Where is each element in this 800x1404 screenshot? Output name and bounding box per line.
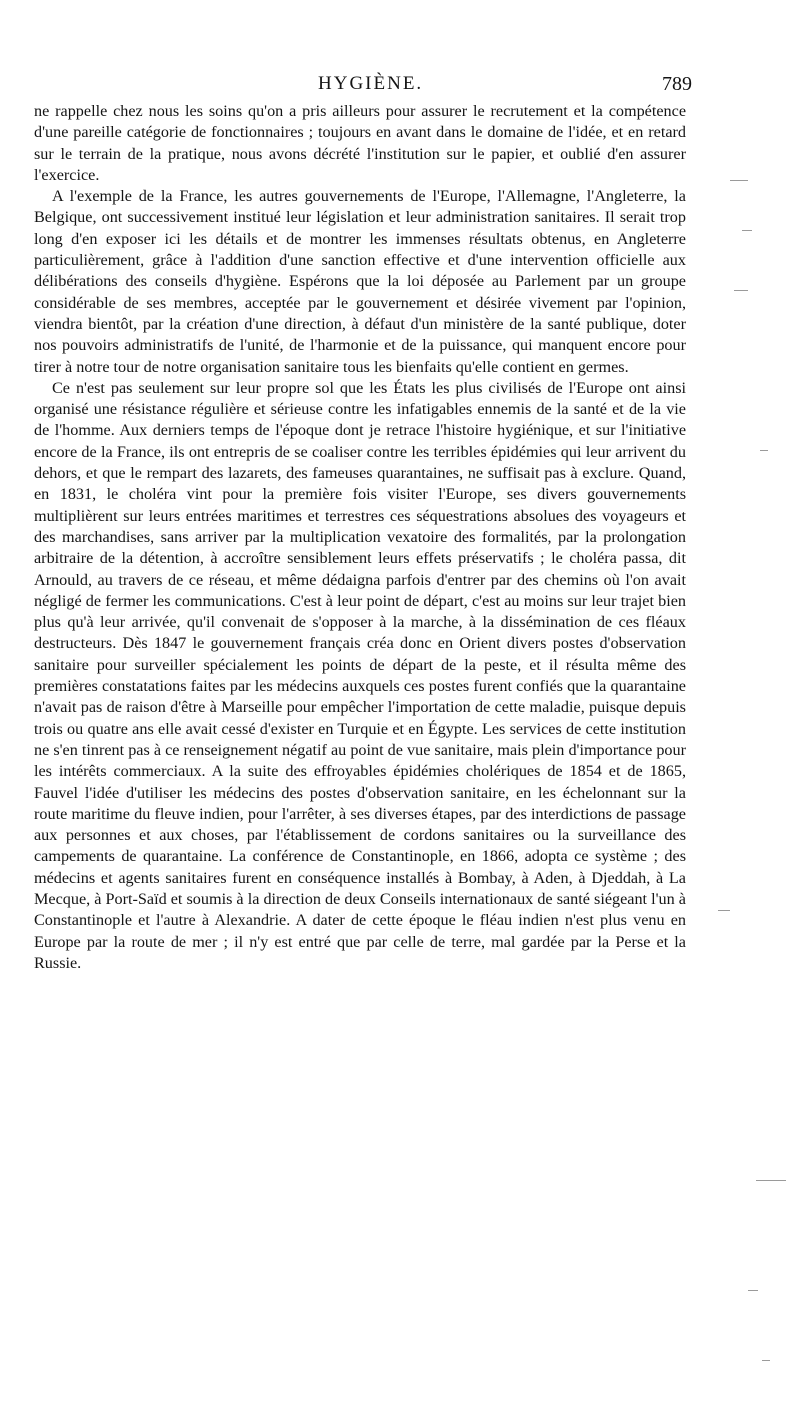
paragraph-3: Ce n'est pas seulement sur leur propre sol que les États les plus civilisés de l'Europe ont ainsi organisé une résistance régulière et sérieuse contre les infatigables ennemis de la santé et de la vie de l'homme. Aux derniers temps de l'époque dont je retrace l'histoire hygiénique, et sur l'initiative encore de la France, ils ont entrepris de se coaliser contre les terribles épidémies qui leur arrivent du dehors, et que le rempart des lazarets, des fameuses quarantaines, ne suffisait pas à exclure. Quand, en 1831, le choléra vint pour la première fois visiter l'Europe, ses divers gouvernements multiplièrent sur leurs entrées maritimes et terrestres ces séquestrations absolues des voyageurs et des marchandises, sans arriver par la multiplication vexatoire des formalités, par la prolongation arbitraire de la détention, à accroître sensiblement leurs effets préservatifs ; le choléra passa, dit Arnould, au travers de ce réseau, et même dédaigna parfois d'entrer par des chemins où l'on avait négligé de fermer les communications. C'est à leur point de départ, c'est au moins sur leur trajet bien plus qu'à leur arrivée, qu'il convenait de s'opposer à la marche, à la dissémination de ces fléaux destructeurs. Dès 1847 le gouvernement français créa donc en Orient divers postes d'observation sanitaire pour surveiller spécialement les points de départ de la peste, et il résulta même des premières constatations faites par les médecins auxquels ces postes furent confiés que la quarantaine n'avait pas de raison d'être à Marseille pour empêcher l'importation de cette maladie, puisque depuis trois ou quatre ans elle avait cessé d'exister en Turquie et en Égypte. Les services de cette institution ne s'en tinrent pas à ce renseignement négatif au point de vue sanitaire, mais plein d'importance pour les intérêts commerciaux. A la suite des effroyables épidémies cholériques de 1854 et de 1865, Fauvel l'idée d'utiliser les médecins des postes d'observation sanitaire, en les échelonnant sur la route maritime du fleuve indien, pour l'arrêter, à ses diverses étapes, par des interdictions de passage aux personnes et aux choses, par l'établissement de cordons sanitaires ou la surveillance des campements de quarantaine. La conférence de Constantinople, en 1866, adopta ce système ; des médecins et agents sanitaires furent en conséquence installés à Bombay, à Aden, à Djeddah, à La Mecque, à Port-Saïd et soumis à la direction de deux Conseils internationaux de santé siégeant l'un à Constantinople et l'autre à Alexandrie. A dater de cette époque le fléau indien n'est plus venu en Europe par la route de mer ; il n'y est entré que par celle de terre, mal gardée par la Perse et la Russie. (34, 378, 686, 972)
paragraph-1: ne rappelle chez nous les soins qu'on a pris ailleurs pour assurer le recrutement et la compétence d'une pareille catégorie de fonctionnaires ; toujours en avant dans le domaine de l'idée, et en retard sur le terrain de la pratique, nous avons décrété l'institution sur le papier, et oublié d'en assurer l'exercice. (34, 102, 686, 184)
margin-specks (690, 30, 800, 1390)
paragraph-2: A l'exemple de la France, les autres gouvernements de l'Europe, l'Allemagne, l'Angleterre, la Belgique, ont successivement institué leur législation et leur administration sanitaires. Il serait trop long d'en exposer ici les détails et de montrer les immenses résultats obtenus, en Angleterre particulièrement, grâce à l'addition d'une sanction effective et d'une intervention officielle aux délibérations des conseils d'hygiène. Espérons que la loi déposée au Parlement par un groupe considérable de ses membres, acceptée par le gouvernement et désirée vivement par l'opinion, viendra bientôt, par la création d'une direction, à défaut d'un ministère de la santé publique, doter nos pouvoirs administratifs de l'unité, de l'harmonie et de la puissance, qui manquent encore pour tirer à notre tour de notre organisation sanitaire tous les bienfaits qu'elle contient en germes. (34, 187, 686, 376)
running-title: HYGIÈNE. (318, 73, 424, 94)
body-text (34, 101, 686, 974)
page-number: 789 (662, 73, 692, 95)
running-head (0, 72, 800, 96)
